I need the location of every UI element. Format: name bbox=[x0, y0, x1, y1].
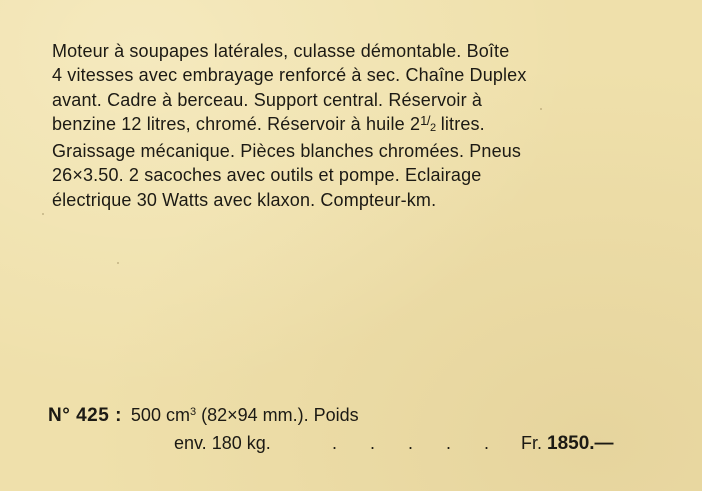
fraction: $1/_2$ bbox=[420, 112, 436, 134]
model-spec-sup: 3 bbox=[189, 406, 197, 418]
model-price bbox=[521, 429, 614, 458]
description-line: Moteur à soupapes latérales, culasse démontable. Boîte bbox=[52, 41, 510, 61]
description-line-oil bbox=[52, 112, 692, 139]
description-line-end: litres. bbox=[440, 113, 485, 134]
paper-speck bbox=[117, 262, 119, 264]
fraction-whole: 2 bbox=[409, 113, 421, 134]
model-entry bbox=[48, 401, 688, 457]
price-prefix: Fr. bbox=[521, 433, 542, 453]
model-number: N° 425 : bbox=[48, 405, 122, 426]
model-spec-rest: (82×94 mm.). Poids bbox=[196, 405, 359, 425]
dot-leader: . . . . . bbox=[332, 433, 504, 453]
description-line: 26×3.50. 2 sacoches avec outils et pompe. Eclairage bbox=[52, 165, 482, 186]
description-line: Graissage mécanique. Pièces blanches chromées. Pneus bbox=[52, 141, 522, 162]
fraction-denominator: 2 bbox=[429, 121, 436, 134]
model-weight: env. 180 kg. bbox=[174, 433, 271, 453]
model-spec: 500 cm bbox=[130, 405, 190, 425]
price-value: 1850.— bbox=[547, 433, 614, 454]
description-line: avant. Cadre à berceau. Support central. Réservoir à bbox=[52, 89, 483, 110]
description-paragraph bbox=[52, 39, 692, 212]
model-price-row bbox=[48, 429, 688, 457]
paper-speck bbox=[42, 213, 44, 215]
model-spec-row bbox=[48, 401, 688, 429]
description-line-start: benzine 12 litres, chromé. Réservoir à huile bbox=[52, 113, 405, 134]
fraction-numerator: 1 bbox=[420, 112, 427, 128]
description-line: 4 vitesses avec embrayage renforcé à sec. Chaîne Duplex bbox=[52, 65, 527, 86]
description-line: électrique 30 Watts avec klaxon. Compteur-km. bbox=[52, 189, 437, 210]
